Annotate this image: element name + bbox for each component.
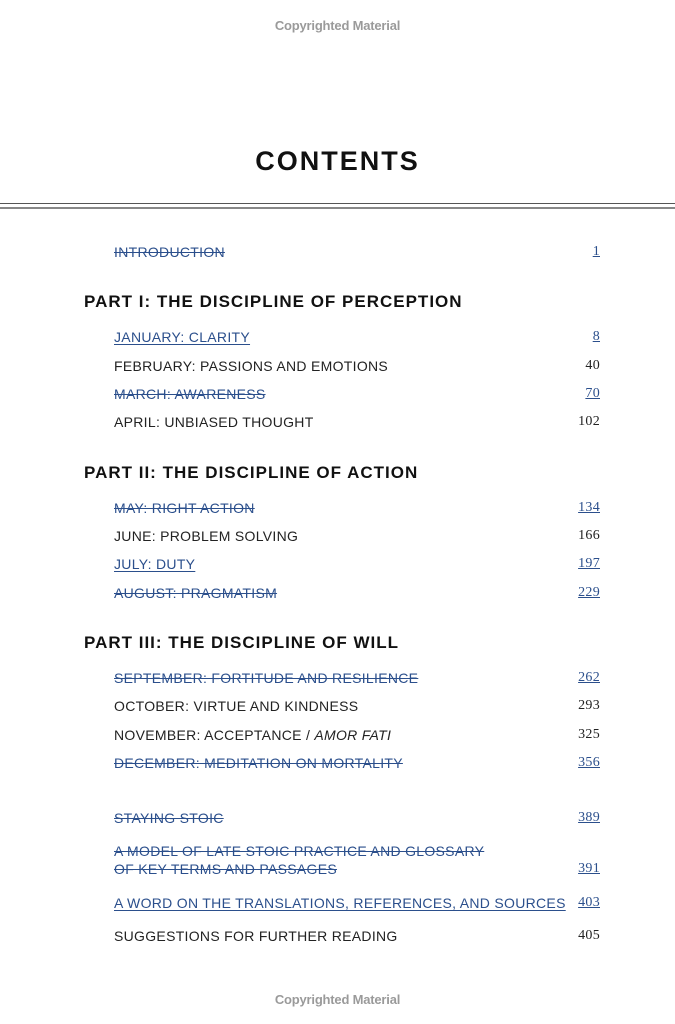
toc-entry-label-line2: OF KEY TERMS AND PASSAGES xyxy=(114,861,338,877)
toc-entry-label: MARCH: AWARENESS xyxy=(114,386,266,402)
copyright-watermark-top: Copyrighted Material xyxy=(274,18,401,33)
toc-entry-label-text: NOVEMBER: ACCEPTANCE / xyxy=(114,727,315,743)
toc-entry-january[interactable] xyxy=(114,328,600,346)
toc-entry-label: JULY: DUTY xyxy=(114,556,196,572)
toc-entry-label: SEPTEMBER: FORTITUDE AND RESILIENCE xyxy=(114,670,419,686)
toc-entry-page: 1 xyxy=(592,244,600,259)
toc-entry-translations[interactable] xyxy=(114,894,600,912)
toc-entry-label xyxy=(114,726,391,744)
part-heading-perception: PART I: THE DISCIPLINE OF PERCEPTION xyxy=(84,292,463,311)
toc-entry-label: INTRODUCTION xyxy=(114,244,225,260)
toc-entry-april xyxy=(114,413,600,431)
toc-entry-september[interactable] xyxy=(114,669,600,687)
toc-entry-label-italic: AMOR FATI xyxy=(314,727,392,743)
toc-entry-june xyxy=(114,527,600,545)
toc-entry-page: 8 xyxy=(592,329,600,344)
toc-entry-page: 325 xyxy=(578,727,600,742)
toc-entry-further-reading xyxy=(114,927,600,945)
toc-entry-page: 293 xyxy=(578,698,600,713)
toc-entry-page: 102 xyxy=(578,414,600,429)
toc-entry-march[interactable] xyxy=(114,385,600,403)
toc-entry-october xyxy=(114,697,600,715)
toc-entry-label-line1: A MODEL OF LATE STOIC PRACTICE AND GLOSSARY xyxy=(114,843,485,859)
toc-entry-label: AUGUST: PRAGMATISM xyxy=(114,585,278,601)
toc-entry-page: 389 xyxy=(578,810,600,825)
toc-entry-page: 262 xyxy=(578,670,600,685)
toc-entry-model-glossary[interactable] xyxy=(114,842,600,878)
toc-entry-label: DECEMBER: MEDITATION ON MORTALITY xyxy=(114,755,403,771)
toc-entry-label xyxy=(114,842,484,878)
toc-entry-label: FEBRUARY: PASSIONS AND EMOTIONS xyxy=(114,358,389,374)
toc-entry-label: STAYING STOIC xyxy=(114,810,224,826)
toc-entry-label: APRIL: UNBIASED THOUGHT xyxy=(114,414,314,430)
page-title: CONTENTS xyxy=(255,146,420,176)
toc-entry-august[interactable] xyxy=(114,584,600,602)
toc-entry-page: 229 xyxy=(578,585,600,600)
toc-entry-label: SUGGESTIONS FOR FURTHER READING xyxy=(114,928,398,944)
title-rule-top xyxy=(0,203,675,204)
toc-entry-page: 40 xyxy=(585,358,600,373)
toc-entry-label: OCTOBER: VIRTUE AND KINDNESS xyxy=(114,698,359,714)
toc-entry-page: 356 xyxy=(578,755,600,770)
copyright-watermark-bottom: Copyrighted Material xyxy=(274,992,401,1007)
toc-entry-november xyxy=(114,726,600,744)
toc-entry-february xyxy=(114,357,600,375)
part-heading-will: PART III: THE DISCIPLINE OF WILL xyxy=(84,633,400,652)
toc-entry-label: A WORD ON THE TRANSLATIONS, REFERENCES, AND SOURCES xyxy=(114,895,566,911)
toc-entry-page: 391 xyxy=(578,861,600,876)
toc-entry-staying-stoic[interactable] xyxy=(114,809,600,827)
part-heading-action: PART II: THE DISCIPLINE OF ACTION xyxy=(84,463,419,482)
toc-entry-page: 403 xyxy=(578,895,600,910)
toc-entry-july[interactable] xyxy=(114,555,600,573)
toc-entry-introduction[interactable] xyxy=(114,243,600,261)
toc-entry-page: 405 xyxy=(578,928,600,943)
toc-entry-page: 70 xyxy=(585,386,600,401)
toc-entry-label: MAY: RIGHT ACTION xyxy=(114,500,255,516)
toc-entry-may[interactable] xyxy=(114,499,600,517)
toc-entry-label: JUNE: PROBLEM SOLVING xyxy=(114,528,299,544)
toc-entry-page: 134 xyxy=(578,500,600,515)
toc-entry-december[interactable] xyxy=(114,754,600,772)
title-rule-bottom xyxy=(0,207,675,209)
toc-entry-label: JANUARY: CLARITY xyxy=(114,329,251,345)
toc-entry-page: 197 xyxy=(578,556,600,571)
toc-entry-page: 166 xyxy=(578,528,600,543)
